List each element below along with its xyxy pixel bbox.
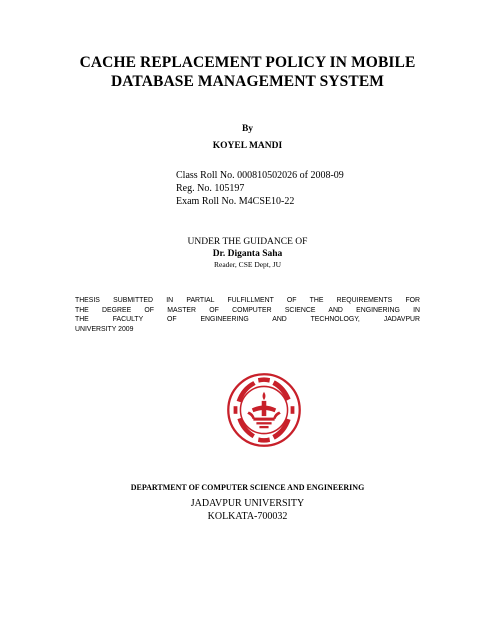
university-name: JADAVPUR UNIVERSITY (190, 498, 305, 509)
by-label: By (241, 124, 254, 134)
university-address (0, 497, 495, 523)
roll-numbers (176, 169, 344, 208)
thesis-statement (75, 296, 420, 334)
thesis-line-2: THE DEGREE OF MASTER OF COMPUTER SCIENCE AND ENGINERING IN (75, 306, 420, 314)
author-name: KOYEL MANDI (212, 141, 283, 151)
thesis-line-3: THE FACULTY OF ENGINEERING AND TECHNOLOGY, JADAVPUR (75, 316, 420, 324)
guidance-heading: UNDER THE GUIDANCE OF (187, 237, 308, 247)
title-line-2: DATABASE MANAGEMENT SYSTEM (110, 73, 385, 90)
class-roll-number: Class Roll No. 000810502026 of 2008-09 (176, 170, 344, 181)
city-pincode: KOLKATA-700032 (207, 511, 288, 522)
thesis-line-1: THESIS SUBMITTED IN PARTIAL FULFILLMENT OF THE REQUIREMENTS FOR (75, 297, 420, 304)
university-seal-icon (226, 372, 302, 448)
thesis-line-4: UNIVERSITY 2009 (75, 325, 134, 333)
title-line-1: CACHE REPLACEMENT POLICY IN MOBILE (79, 54, 416, 71)
supervisor-name: Dr. Diganta Saha (212, 249, 283, 259)
department-name: DEPARTMENT OF COMPUTER SCIENCE AND ENGINEERING (130, 483, 365, 492)
registration-number: Reg. No. 105197 (176, 183, 245, 194)
supervisor-role: Reader, CSE Dept, JU (214, 260, 281, 269)
document-title (40, 53, 455, 91)
exam-roll-number: Exam Roll No. M4CSE10-22 (176, 196, 295, 207)
guidance-block (0, 236, 495, 270)
